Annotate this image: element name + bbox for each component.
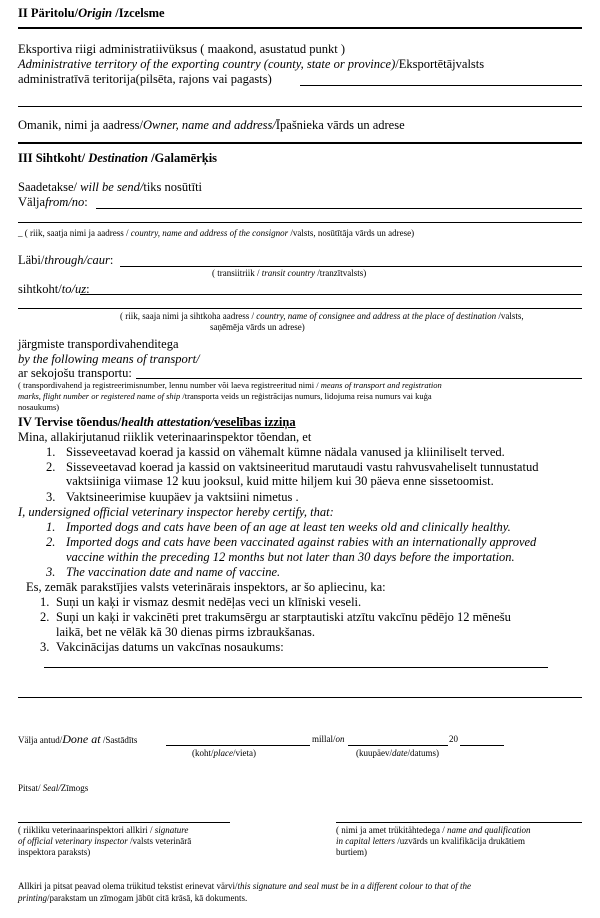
registration-note-2: marks, flight number or registered name of ship /transporta veids un reģistrācijas numurs, lidojuma reisa numurs vai kuģa: [18, 391, 432, 401]
signature-field[interactable]: [18, 822, 230, 823]
lv-item-2-cont: laikā, bet ne vēlāk kā 30 dienas pirms izbraukšanas.: [56, 625, 315, 639]
vaccination-field-2[interactable]: [18, 697, 582, 698]
section-4-heading: IV Tervise tõendus/health attestation/veselības izziņa: [18, 415, 296, 429]
through-label: Läbi/through/caur:: [18, 253, 114, 267]
through-field[interactable]: [120, 266, 582, 267]
transport-et: järgmiste transpordivahenditega: [18, 337, 179, 351]
en-item-2: Imported dogs and cats have been vaccinated against rabies with an internationally approved: [66, 535, 537, 549]
consignee-note-1: ( riik, saaja nimi ja sihtkoha aadress / country, name of consignee and address at the place of destination /valsts,: [120, 311, 524, 321]
to-label: sihtkoht/to/uz:: [18, 282, 90, 296]
admin-territory-field-2[interactable]: [18, 106, 582, 107]
from-field[interactable]: [96, 208, 582, 209]
en-item-2-num: 2.: [46, 535, 56, 549]
et-item-2: Sisseveetavad koerad ja kassid on vaktsineeritud marutaudi vastu rahvusvaheliselt tunnustatud: [66, 460, 539, 474]
admin-territory-field[interactable]: [300, 85, 582, 86]
section-3-heading: III Sihtkoht/ Destination /Galamērķis: [18, 151, 218, 165]
et-item-2-cont: vaktsiiniga viimase 12 kuu jooksul, kuid mitte hiljem kui 30 päeva enne sissetoomist.: [66, 474, 494, 488]
owner-label: Omanik, nimi ja aadress/Owner, name and address/Īpašnieka vārds un adrese: [18, 118, 405, 132]
lv-intro: Es, zemāk parakstījies valsts veterinārais inspektors, ar šo apliecinu, ka:: [26, 580, 386, 594]
lv-item-2-num: 2.: [40, 610, 50, 624]
en-item-3-num: 3.: [46, 565, 56, 579]
name-field[interactable]: [336, 822, 582, 823]
from-field-2[interactable]: [18, 222, 582, 223]
lv-item-2: Suņi un kaķi ir vakcinēti pret trakumsērgu ar starptautiski atzītu vakcīnu pēdējo 12 mēnešu: [56, 610, 511, 624]
registration-note-1: ( transpordivahend ja registreerimisnumber, lennu number või laeva registreeritud nimi / means of transport and registration: [18, 380, 442, 390]
consignor-note: _ ( riik, saatja nimi ja aadress / country, name and address of the consignor /valsts, nosūtītāja vārds un adrese): [18, 228, 415, 238]
transport-field[interactable]: [136, 378, 582, 379]
admin-territory-lv: administratīvā teritorija(pilsēta, rajons vai pagasts): [18, 72, 272, 86]
section-2-heading: II Päritolu/Origin /Izcelsme: [18, 6, 165, 20]
signature-note-1: ( riikliku veterinaarinspektori allkiri / signature: [18, 825, 189, 835]
en-intro: I, undersigned official veterinary inspector hereby certify, that:: [18, 505, 334, 519]
signature-note-3: inspektora paraksts): [18, 847, 91, 857]
divider: [18, 27, 582, 29]
year-field[interactable]: [460, 745, 504, 746]
lv-item-1: Suņi un kaķi ir vismaz desmit nedēļas veci un klīniski veseli.: [56, 595, 362, 609]
from-label: Väljafrom/no:: [18, 195, 88, 209]
admin-territory-en: Administrative territory of the exporting country (county, state or province)/Eksportētājvalsts: [18, 57, 485, 71]
date-note: (kuupäev/date/datums): [356, 748, 439, 758]
lv-item-1-num: 1.: [40, 595, 50, 609]
transit-note: ( transiitriik / transit country /tranzītvalsts): [212, 268, 367, 278]
et-item-1: Sisseveetavad koerad ja kassid on vähemalt kümne nädala vanused ja kliiniliselt terved.: [66, 445, 505, 459]
et-item-3: Vaktsineerimise kuupäev ja vaktsiini nimetus .: [66, 490, 299, 504]
en-item-1: Imported dogs and cats have been of an age at least ten weeks old and clinically healthy.: [66, 520, 511, 534]
et-item-3-num: 3.: [46, 490, 56, 504]
et-item-1-num: 1.: [46, 445, 56, 459]
en-item-2-cont: vaccine within the preceding 12 months but not later than 30 days before the importation.: [66, 550, 515, 564]
colour-note-1: Allkiri ja pitsat peavad olema trükitud tekstist erinevat värvi/this signature and seal must be in a different colour to that of the: [18, 881, 472, 891]
registration-note-3: nosaukums): [18, 402, 60, 412]
seal-label: Pitsat/ Seal/Zīmogs: [18, 783, 89, 793]
lv-item-3-num: 3.: [40, 640, 50, 654]
signature-note-2: of official veterinary inspector /valsts veterinārā: [18, 836, 192, 846]
et-intro: Mina, allakirjutanud riiklik veterinaarinspektor tõendan, et: [18, 430, 312, 444]
consignee-note-2: saņēmēja vārds un adrese): [210, 322, 305, 332]
en-item-1-num: 1.: [46, 520, 56, 534]
to-field[interactable]: [80, 294, 582, 295]
place-note: (koht/place/vieta): [192, 748, 256, 758]
date-field[interactable]: [348, 745, 448, 746]
colour-note-2: printing/parakstam un zīmogam jābūt citā krāsā, kā dokuments.: [18, 893, 248, 903]
et-item-2-num: 2.: [46, 460, 56, 474]
en-item-3: The vaccination date and name of vaccine.: [66, 565, 281, 579]
to-field-2[interactable]: [18, 308, 582, 309]
name-note-1: ( nimi ja amet trükitähtedega / name and qualification: [336, 825, 531, 835]
vaccination-field-1[interactable]: [44, 667, 548, 668]
done-at-label: Välja antud/Done at /Sastādīts: [18, 732, 138, 746]
name-note-2: in capital letters /uzvārds un kvalifikācija drukātiem: [336, 836, 525, 846]
transport-en: by the following means of transport/: [18, 352, 200, 366]
admin-territory-et: Eksportiva riigi administratiivüksus ( maakond, asustatud punkt ): [18, 42, 346, 56]
name-note-3: burtiem): [336, 847, 367, 857]
place-field[interactable]: [166, 745, 310, 746]
lv-item-3: Vakcinācijas datums un vakcīnas nosaukums:: [56, 640, 284, 654]
on-label: millal/on: [312, 734, 345, 744]
year-prefix: 20: [449, 734, 458, 744]
send-label: Saadetakse/ will be send/tiks nosūtīti: [18, 180, 203, 194]
transport-lv: ar sekojošu transportu:: [18, 366, 132, 380]
divider: [18, 142, 582, 144]
